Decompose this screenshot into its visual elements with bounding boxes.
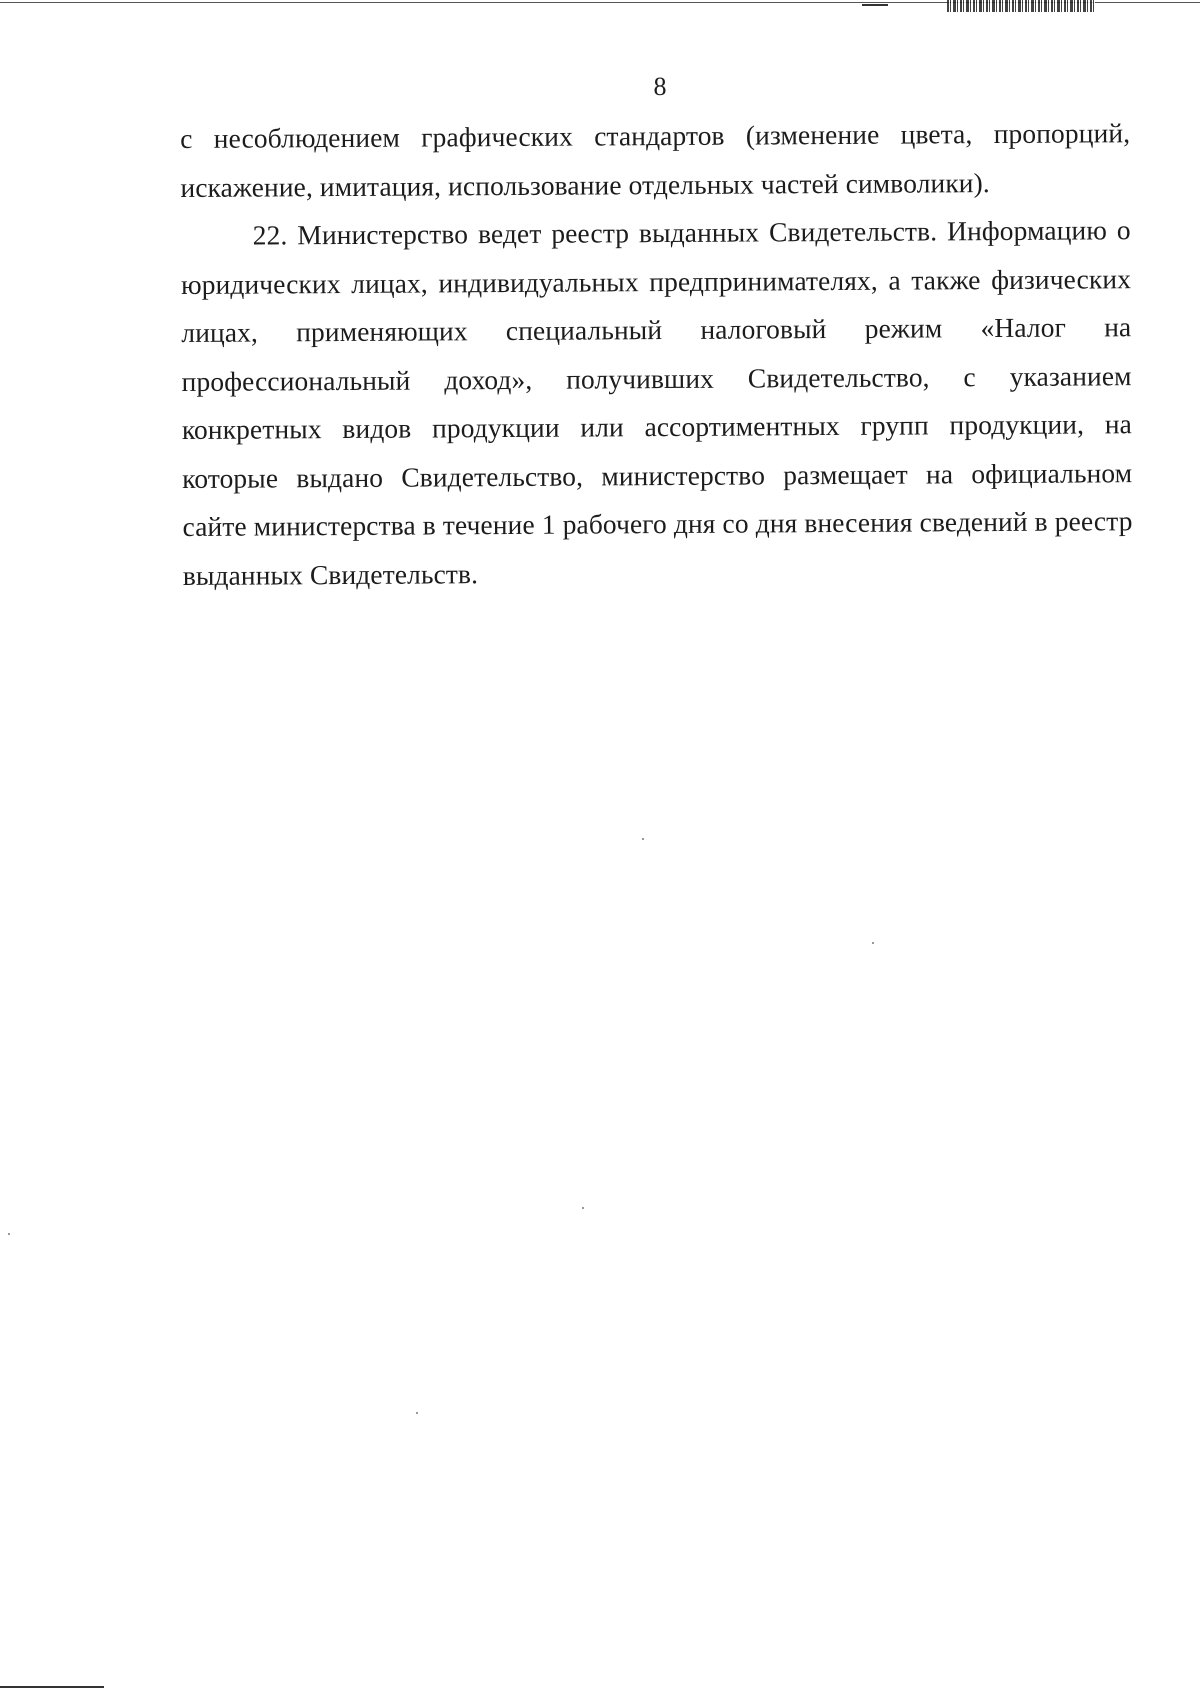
scan-speck: [642, 838, 644, 840]
scan-speck: [872, 942, 874, 944]
scan-speck: [416, 1412, 418, 1414]
document-body: [180, 109, 1133, 600]
paragraph-continuation: с несоблюдением графических стандартов (изменение цвета, пропорций, искажение, имитация, использование отдельных частей символики).: [180, 117, 1131, 203]
barcode-strip: [947, 0, 1095, 12]
scan-bottom-mark: [0, 1686, 104, 1688]
page-number: 8: [653, 72, 667, 101]
scan-mark: [862, 0, 888, 6]
paragraph-22: 22. Министерство ведет реестр выданных Свидетельств. Информацию о юридических лицах, индивидуальных предпринимателях, а также физических лицах, применяющих специальный налоговый режим «Налог на профессиональный доход», получивших Свидетельство, с указанием конкретных видов продукции или ассортиментных групп продукции, на которые выдано Свидетельство, министерство размещает на официальном сайте министерства в течение 1 рабочего дня со дня внесения сведений в реестр выданных Свидетельств.: [180, 214, 1133, 591]
scan-speck: [582, 1207, 584, 1209]
scan-speck: [8, 1233, 10, 1235]
